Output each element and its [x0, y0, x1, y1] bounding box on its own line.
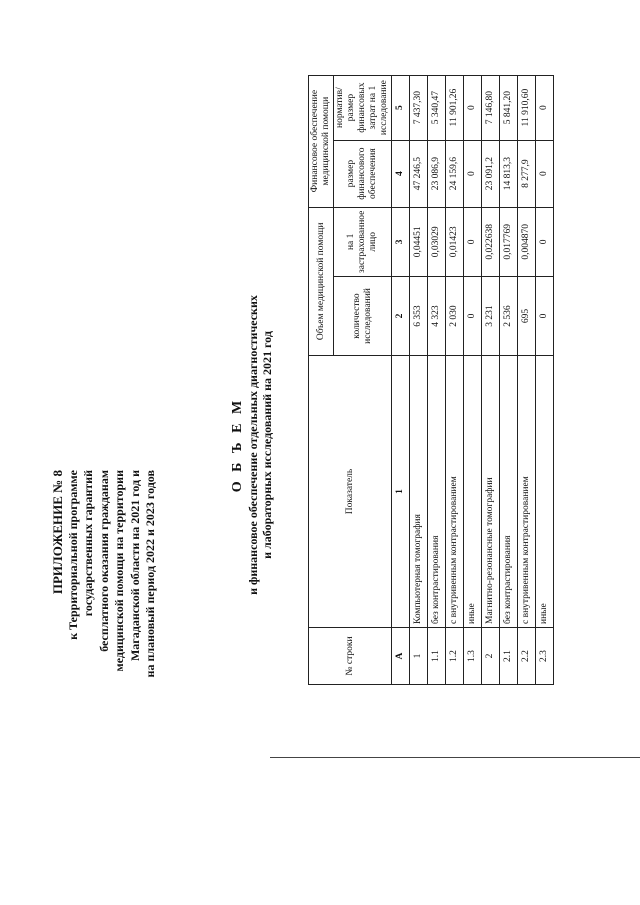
cell-norm: 0: [464, 75, 482, 140]
cell-quantity: 2 030: [446, 277, 464, 356]
cell-norm: 5 340,47: [428, 75, 446, 140]
title-line-2: и финансовое обеспечение отдельных диагностических: [246, 295, 260, 595]
cell-per-person: 0: [536, 207, 554, 276]
cell-per-person: 0,004870: [518, 207, 536, 276]
index-cell: 4: [392, 140, 410, 207]
index-cell: 5: [392, 75, 410, 140]
cell-row-no: 1.2: [446, 628, 464, 685]
cell-amount: 0: [536, 140, 554, 207]
cell-quantity: 695: [518, 277, 536, 356]
cell-per-person: 0,017769: [500, 207, 518, 276]
header-volume-group: Объем медицинской помощи: [309, 207, 334, 355]
cell-per-person: 0: [464, 207, 482, 276]
cell-per-person: 0,01423: [446, 207, 464, 276]
cell-norm: 7 437,30: [410, 75, 428, 140]
cell-norm: 11 910,60: [518, 75, 536, 140]
cell-per-person: 0,04451: [410, 207, 428, 276]
header-norm: норматив/размер финансовых затрат на 1 исследование: [334, 75, 392, 140]
cell-amount: 23 091,2: [482, 140, 500, 207]
cell-per-person: 0,03029: [428, 207, 446, 276]
table-row: [536, 75, 554, 684]
index-row: [392, 75, 410, 684]
horizontal-divider: [270, 757, 640, 758]
cell-amount: 23 086,9: [428, 140, 446, 207]
header-quantity: количество исследований: [334, 277, 392, 356]
data-table: [308, 75, 554, 685]
appendix-header: [50, 470, 159, 830]
table-row: [518, 75, 536, 684]
table-row: [410, 75, 428, 684]
cell-indicator: Компьютерная томография: [410, 356, 428, 628]
table-row: [464, 75, 482, 684]
cell-row-no: 2.2: [518, 628, 536, 685]
cell-indicator: без контрастирования: [500, 356, 518, 628]
title-line-3: и лабораторных исследований на 2021 год: [260, 331, 274, 559]
cell-quantity: 4 323: [428, 277, 446, 356]
cell-indicator: с внутривенным контрастированием: [518, 356, 536, 628]
cell-quantity: 0: [464, 277, 482, 356]
cell-quantity: 0: [536, 277, 554, 356]
cell-indicator: без контрастирования: [428, 356, 446, 628]
appendix-line: государственных гарантий: [81, 470, 95, 617]
appendix-line: на плановый период 2022 и 2023 годов: [143, 470, 157, 678]
appendix-line: Магаданской области на 2021 год и: [127, 470, 142, 662]
cell-quantity: 3 231: [482, 277, 500, 356]
index-cell: 3: [392, 207, 410, 276]
table-row: [482, 75, 500, 684]
cell-amount: 8 277,9: [518, 140, 536, 207]
cell-amount: 14 813,3: [500, 140, 518, 207]
cell-row-no: 1: [410, 628, 428, 685]
header-amount: размер финансового обеспечения: [334, 140, 392, 207]
appendix-line: к Территориальной программе: [65, 470, 80, 640]
cell-quantity: 2 536: [500, 277, 518, 356]
title-main: О Б Ъ Е М: [230, 397, 245, 493]
table-row: [500, 75, 518, 684]
cell-row-no: 2: [482, 628, 500, 685]
appendix-line: медицинской помощи на территории: [112, 470, 126, 672]
appendix-line: бесплатного оказания гражданам: [96, 470, 111, 652]
cell-indicator: с внутривенным контрастированием: [446, 356, 464, 628]
cell-per-person: 0,022638: [482, 207, 500, 276]
index-cell: 2: [392, 277, 410, 356]
cell-row-no: 2.1: [500, 628, 518, 685]
cell-norm: 7 146,80: [482, 75, 500, 140]
header-row-no: № строки: [309, 628, 392, 685]
cell-row-no: 1.3: [464, 628, 482, 685]
header-finance-group: Финансовое обеспечение медицинской помощи: [309, 75, 334, 207]
cell-indicator: Магнитно-резонансные томографии: [482, 356, 500, 628]
cell-norm: 5 841,20: [500, 75, 518, 140]
cell-row-no: 1.1: [428, 628, 446, 685]
cell-row-no: 2.3: [536, 628, 554, 685]
cell-amount: 47 246,5: [410, 140, 428, 207]
cell-norm: 11 901,26: [446, 75, 464, 140]
cell-quantity: 6 353: [410, 277, 428, 356]
header-per-person: на 1 застрахованное лицо: [334, 207, 392, 276]
cell-norm: 0: [536, 75, 554, 140]
index-cell: А: [392, 628, 410, 685]
header-indicator: Показатель: [309, 356, 392, 628]
cell-indicator: иные: [464, 356, 482, 628]
cell-amount: 0: [464, 140, 482, 207]
document-title: [230, 235, 274, 655]
cell-indicator: иные: [536, 356, 554, 628]
index-cell: 1: [392, 356, 410, 628]
cell-amount: 24 159,6: [446, 140, 464, 207]
table-row: [428, 75, 446, 684]
table-row: [446, 75, 464, 684]
appendix-title: ПРИЛОЖЕНИЕ № 8: [50, 470, 65, 595]
